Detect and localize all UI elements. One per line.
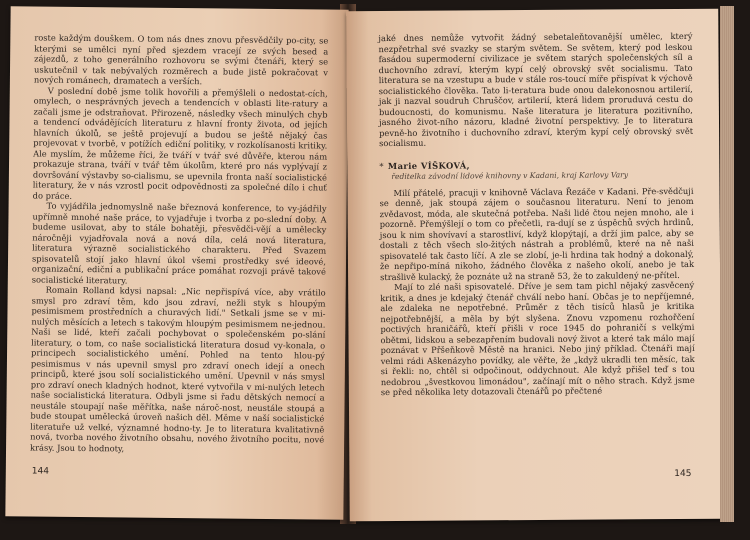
- right-page-number: 145: [674, 468, 692, 479]
- left-paragraph-1: roste každým douškem. O tom nás dnes znovu přesvědčily po-city, se kterými se umělci nyní před sjezdem vracejí ze svých besed a zájezdů, z toho generálního rozhovoru se svými čtenáři, který se uskutečnil v tak nebývalých rozměrech a bude jistě pokračovat v nových románech, dramatech a verších.: [33, 32, 329, 87]
- left-paragraph-4: Romain Rolland kdysi napsal: „Nic nepřispívá více, aby vrátilo smysl pro zdraví těm, kdo jsou zdraví, nežli styk s hloupým pesimismem prostředních a churavých lidí." Setkali jsme se v mi-nulých měsících a letech s takovým hloupým pesimismem ne-jednou. Naši se lidé, kteří začali pochybovat o společenském po-slání literatury, o tom, co naše socialistická literatura dosud vy-konala, o principech socialistického umění. Pohled na tento hlou-pý pesimismus v nás upevnil smysl pro zdraví onech idejí a onech principů, které jsou solí socialistického umění. Upevnil v nás smysl pro zdraví onech kladných hodnot, které vytvořila v mi-nulých letech naše socialistická literatura. Odbyli jsme si řadu dětských nemocí a neustále stoupají naše měřítka, naše nároč-nost, neustále stoupá a bude stoupat umělecká úroveň našich děl. Měme v naší socialistické literatuře už velké, významné hodno-ty. Je to literatura kvalitativně nová, tvorba nového životního obsahu, nového životního pocitu, nové krásy. Jsou to hodnoty,: [30, 284, 326, 453]
- page-edges: [720, 6, 734, 522]
- speech-paragraph-2: Mají to zlé naši spisovatelé. Dříve je sem tam pichl nějaký zasvěcený kritik, a dnes je kdejaký čtenář chválí nebo haní. Občas je to nepříjemné, ale zdaleka ne nepotřebné. Průměr z těch tisíců hlasů je kritika nejpotřebnější, a měla by být slyšena. Znovu vzpomenu rozhořčení poctivých hraničářů, kteří přišli v roce 1945 do pohraničí s velkými obětmi, lidskou a sebezapřením budovali nový život a které tak málo mají poznávat v Přšeňkově Městě na hranici. Nebo jiný příklad. Čtenáři mají velmi rádi Aškenázyho povídky, ale věřte, že „když ukradli ten měsíc, tak si řekli: no, chtěl si odpočinout, oddychnout. Ale když přišel teď s tou nedobrou „švestkovou limonádou", začínají mít o něho strach. Když jsme se před několika lety dotazovali čtenářů po přečtené: [380, 279, 695, 398]
- speaker-name: Marie VÍŠKOVÁ,: [387, 159, 470, 171]
- byline-star-icon: *: [379, 160, 384, 171]
- speaker-byline: [379, 158, 693, 171]
- left-page: [5, 6, 348, 520]
- speaker-affiliation: ředitelka závodní lidové knihovny v Kadani, kraj Karlovy Vary: [391, 170, 629, 181]
- left-paragraph-2: V poslední době jsme tolik hovořili a přemýšleli o nedostat-cích, omylech, o nesprávných jevech a tendencích v oblasti lite-ratury a začali jsme je odstraňovat. Přirozeně, následky všech minulých chyb a tendencí odvádějících literaturu z hlavní fronty života, od jejích hlavních úkolů, se ještě projevují a budou se ještě nějaký čas projevovat v tvorbě, v potížích ediční politiky, v rozkolísanosti kritiky. Ale myslím, že můžeme říci, že tváří v tvář své důvěře, kterou nám prokazuje strana, tváří v tvář těm úkolům, které pro nás vyplývají z dovršování výstavby so-cialismu, se upevnila fronta naší socialistické literatury, že v nás vzrostl pocit odpovědnosti za společné dílo i chuť do práce.: [32, 85, 328, 201]
- speech-paragraph-1: Milí přátelé, pracuji v knihovně Václava Řezáče v Kadani. Pře-svědčuji se denně, jak stoupá zájem o současnou literaturu. Není to jenom zvědavost, móda, ale skutečná potřeba. Naši lidé čtou nejen mnoho, ale i pozorně. Přemýšlejí o tom co přečetli, ra-dují se z úspěchů svých hrdinů, jsou k nim shovívaví a starostliví, když klopýtají, a drží jim palce, aby se dostali z těch všech slo-žitých nástrah a problémů, které na ně naši spisovatelé tak často líčí. A zle se zlobí, je-li hrdina tak hodný a dokonalý, že nepřipo-míná nikoho, žádného člověka z našeho okolí, anebo je tak strašlivě kulacký, že poznáte už na straně 53, že to zakuldený ne-přítel.: [379, 185, 695, 282]
- right-page: [346, 9, 722, 522]
- right-paragraph-1: jaké dnes nemůže vytvořit žádný sebetaleňtovanější umělec, který nezpřetrhal své svazky se starým světem. Se světem, který pod leskou fasádou supermoderní civilizace je světem starých společenských síl a duchovního zdraví, kterým kypí celý obrovský svět socialismu. Tato literatura se na vzestupu a bude v stále ros-toucí míře přispívat k výchově socialistického člověka. Tato li-teratura bude onou dalekonosnou artilerií, jak ji nazval soudruh Chruščov, artilerií, která lidem proruduvá cestu do budoucnosti, do komunismu. Naše literatura je literatura pozitivního, jasného život-ního názoru, kladné životní perspektivy. Je to literatura pevně-ho životního i duchovního zdraví, kterým kypí celý obrovský svět socialismu.: [378, 30, 694, 149]
- left-page-number: 144: [31, 465, 50, 477]
- left-paragraph-3: To vyjádřila jednomyslně naše březnová konference, to vy-jádřily upřímně mnohé naše práce, to vyjadřuje i tvorba z po-slední doby. A budeme usilovat, aby to stále bohatěji, přesvědči-vějí a umělecky náročněji vyjadřovala nová a nová díla, celá nová literatura, literatura výrazně socialistického charakteru. Před Svazem spisovatelů stojí jako hlavní úkol všemi prostředky své ideové, organizační, ediční a publikační práce pomáhat rozvoji právě takové socialistické literatury.: [31, 200, 327, 285]
